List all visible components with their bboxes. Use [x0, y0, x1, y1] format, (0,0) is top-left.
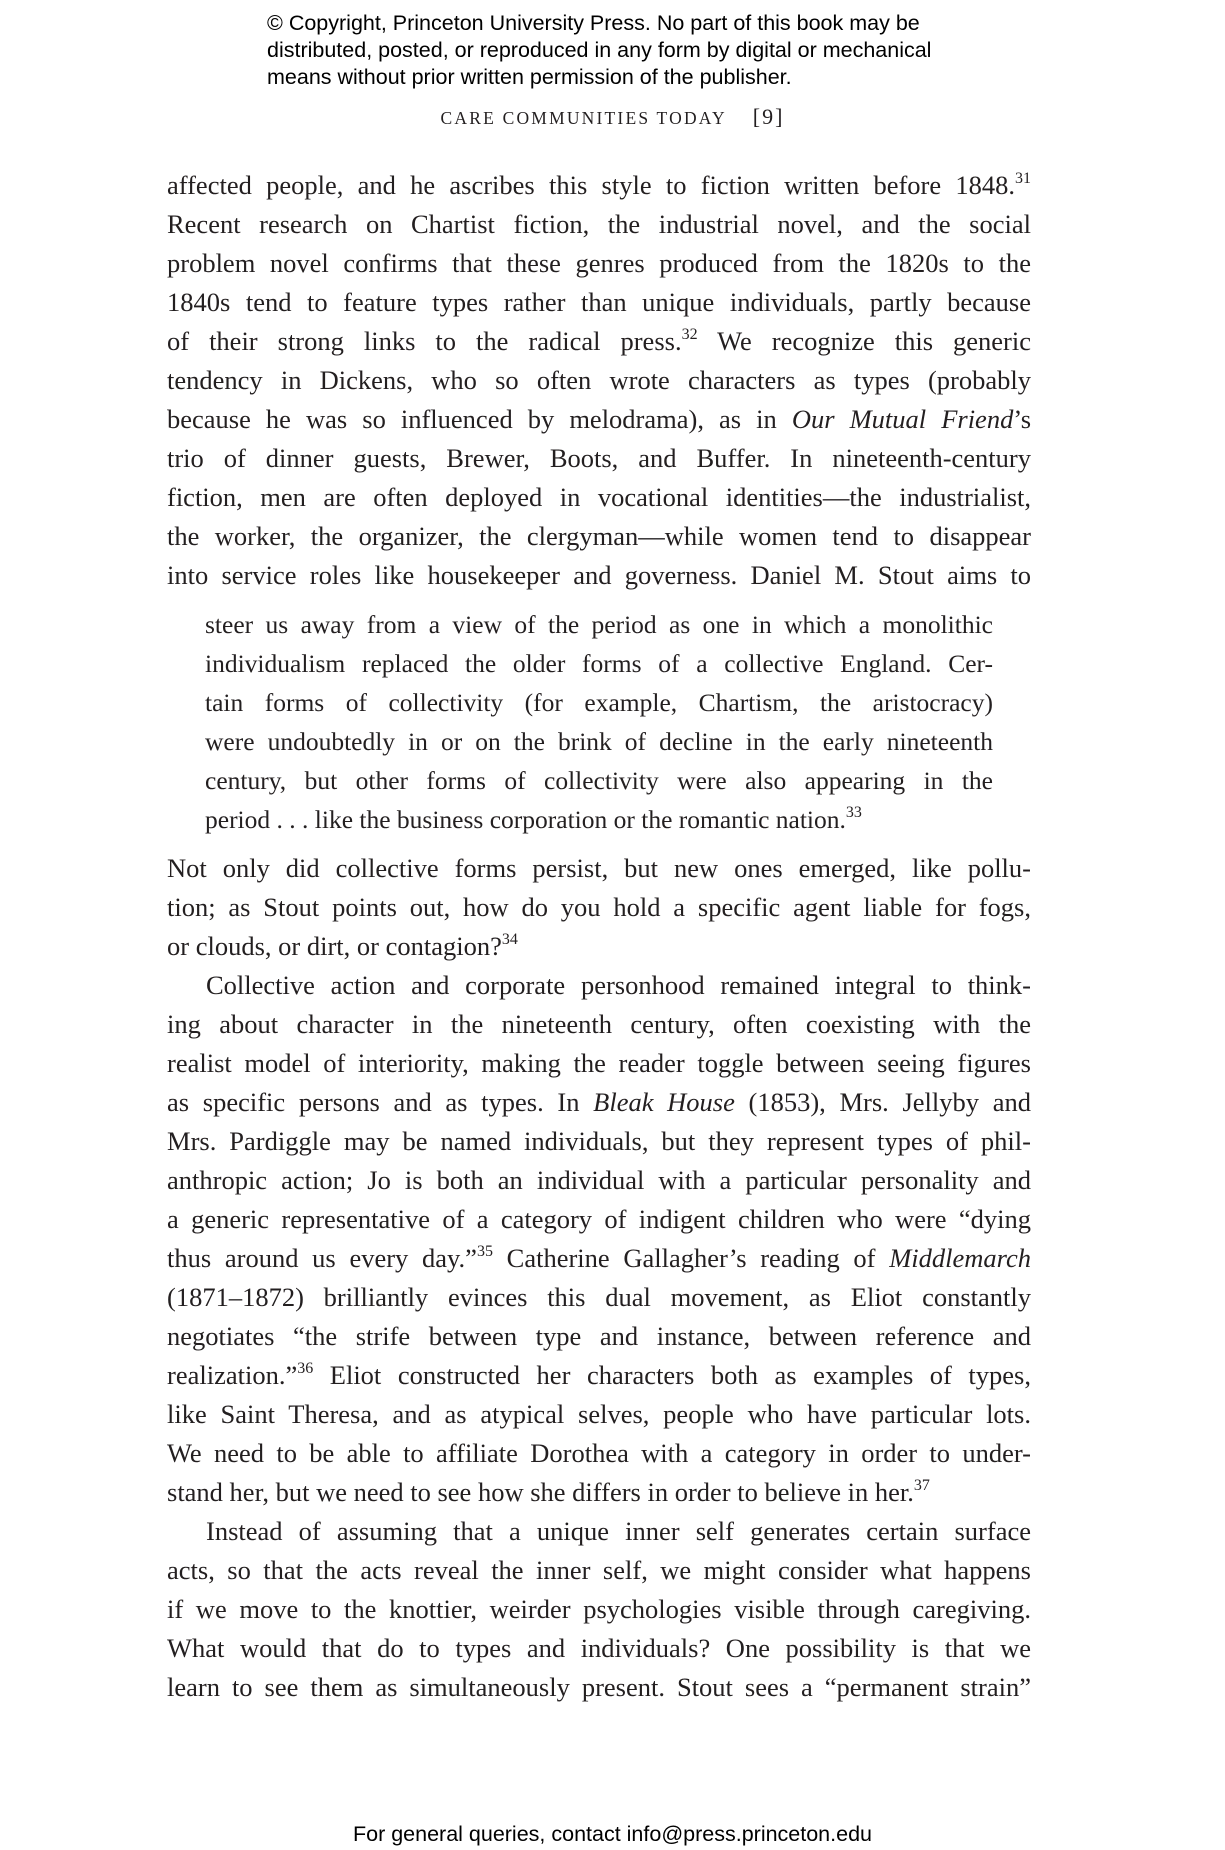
- footnote-ref: 31: [1015, 170, 1031, 187]
- text-line: into service roles like housekeeper and governess. Daniel M. Stout aims to: [167, 560, 1031, 590]
- text-line: tendency in Dickens, who so often wrote characters as types (probably: [167, 365, 1031, 395]
- text-line: learn to see them as simultaneously present. Stout sees a “permanent strain”: [167, 1672, 1031, 1702]
- running-head: [0, 104, 1225, 130]
- text-line: individualism replaced the older forms of a collective England. Cer-: [205, 649, 993, 678]
- footnote-ref: 37: [913, 1477, 930, 1494]
- text-line: What would that do to types and individuals? One possibility is that we: [167, 1633, 1031, 1663]
- copyright-line: © Copyright, Princeton University Press. No part of this book may be: [267, 11, 920, 35]
- text-line: because he was so influenced by melodrama), as in Our Mutual Friend’s: [167, 404, 1032, 434]
- text-line: like Saint Theresa, and as atypical selves, people who have particular lots.: [167, 1399, 1031, 1429]
- footnote-ref: 33: [845, 804, 862, 821]
- text-line: 1840s tend to feature types rather than unique individuals, partly because: [167, 287, 1031, 317]
- text-line: problem novel confirms that these genres produced from the 1820s to the: [167, 248, 1031, 278]
- text-line: stand her, but we need to see how she differs in order to believe in her.$^{37}$: [167, 1477, 930, 1507]
- text-line: century, but other forms of collectivity were also appearing in the: [205, 766, 993, 795]
- text-line: negotiates “the strife between type and instance, between reference and: [167, 1321, 1031, 1351]
- text-line: thus around us every day.”$^{35}$ Catherine Gallagher’s reading of Middlemarch: [167, 1243, 1031, 1273]
- text-line: Instead of assuming that a unique inner self generates certain surface: [206, 1516, 1031, 1546]
- text-line: the worker, the organizer, the clergyman—while women tend to disappear: [167, 521, 1031, 551]
- footer-contact: For general queries, contact info@press.princeton.edu: [352, 1822, 872, 1846]
- text-line: period . . . like the business corporation or the romantic nation.$^{33}$: [205, 804, 862, 834]
- text-line: anthropic action; Jo is both an individual with a particular personality and: [167, 1165, 1031, 1195]
- text-line: We need to be able to affiliate Dorothea with a category in order to under-: [167, 1438, 1031, 1468]
- page-number: [9]: [752, 104, 785, 129]
- text-line: tain forms of collectivity (for example, Chartism, the aristocracy): [205, 688, 993, 717]
- body-text: [167, 166, 1031, 1707]
- text-line: of their strong links to the radical press.$^{32}$ We recognize this generic: [167, 326, 1031, 356]
- copyright-notice: [267, 10, 1027, 91]
- text-line: ing about character in the nineteenth century, often coexisting with the: [167, 1009, 1031, 1039]
- text-line: or clouds, or dirt, or contagion?$^{34}$: [167, 931, 518, 961]
- paragraph-1: [167, 166, 1031, 595]
- paragraph-3: [167, 966, 1031, 1512]
- text-line: affected people, and he ascribes this style to fiction written before 1848.31: [167, 170, 1031, 200]
- text-line: realization.”$^{36}$ Eliot constructed her characters both as examples of types,: [167, 1360, 1031, 1390]
- text-line: steer us away from a view of the period as one in which a monolithic: [205, 610, 993, 639]
- text-line: Not only did collective forms persist, but new ones emerged, like pollu-: [167, 853, 1031, 883]
- text-line: Mrs. Pardiggle may be named individuals, but they represent types of phil-: [167, 1126, 1031, 1156]
- text-line: if we move to the knottier, weirder psychologies visible through caregiving.: [167, 1594, 1031, 1624]
- text-line: acts, so that the acts reveal the inner self, we might consider what happens: [167, 1555, 1031, 1585]
- text-line: realist model of interiority, making the reader toggle between seeing figures: [167, 1048, 1031, 1078]
- footnote-ref: 32: [681, 326, 698, 343]
- copyright-line: means without prior written permission of the publisher.: [267, 65, 792, 89]
- text-line: tion; as Stout points out, how do you hold a specific agent liable for fogs,: [167, 892, 1031, 922]
- block-quote: [205, 605, 993, 839]
- italic-title: Bleak House: [593, 1087, 735, 1117]
- text-line: as specific persons and as types. In Bleak House (1853), Mrs. Jellyby and: [167, 1087, 1031, 1117]
- text-line: (1871–1872) brilliantly evinces this dual movement, as Eliot constantly: [167, 1282, 1031, 1312]
- footnote-ref: 36: [297, 1360, 314, 1377]
- italic-title: Middlemarch: [889, 1243, 1031, 1273]
- paragraph-2: [167, 849, 1031, 966]
- running-head-title: CARE COMMUNITIES TODAY: [440, 108, 727, 128]
- text-line: fiction, men are often deployed in vocational identities—the industrialist,: [167, 482, 1031, 512]
- text-line: were undoubtedly in or on the brink of decline in the early nineteenth: [205, 727, 993, 756]
- paragraph-4: [167, 1512, 1031, 1707]
- text-line: Recent research on Chartist fiction, the industrial novel, and the social: [167, 209, 1031, 239]
- italic-title: Our Mutual Friend: [791, 404, 1014, 434]
- footnote-ref: 35: [476, 1243, 493, 1260]
- footnote-ref: 34: [501, 931, 518, 948]
- text-line: Collective action and corporate personhood remained integral to think-: [206, 970, 1031, 1000]
- text-line: a generic representative of a category of indigent children who were “dying: [167, 1204, 1031, 1234]
- text-line: trio of dinner guests, Brewer, Boots, and Buffer. In nineteenth-century: [167, 443, 1031, 473]
- copyright-line: distributed, posted, or reproduced in any form by digital or mechanical: [267, 38, 932, 62]
